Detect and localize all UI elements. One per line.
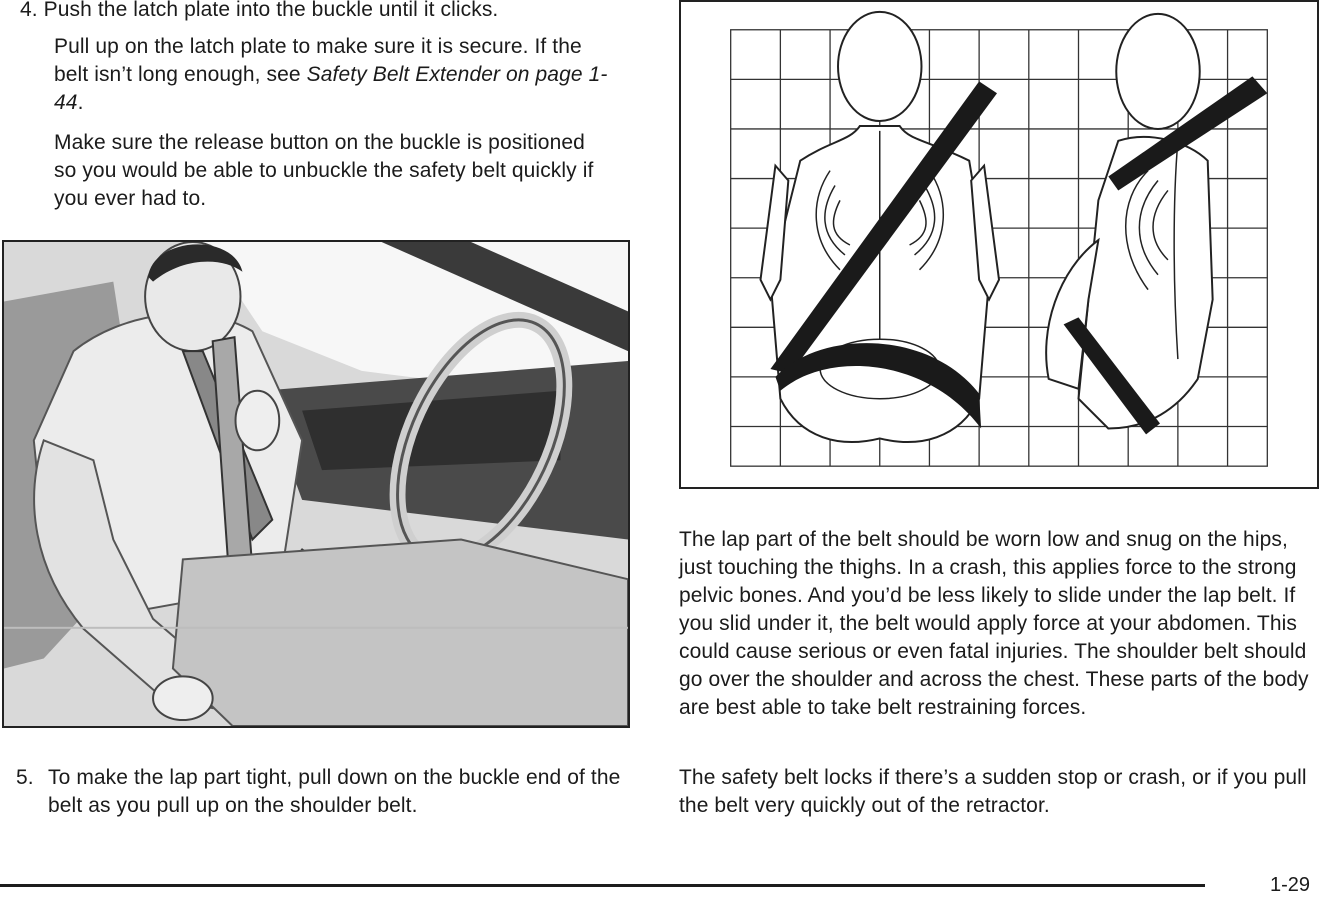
footer-rule <box>0 884 1205 887</box>
step-5-block <box>16 764 631 820</box>
cross-reference-link: Safety Belt Extender on page 1-44 <box>54 63 608 114</box>
driver-buckling-illustration <box>2 240 630 728</box>
step-4-block <box>20 0 620 24</box>
step-4-number: 4. <box>20 0 38 21</box>
belt-position-anatomy-illustration <box>679 0 1319 489</box>
page-number: 1-29 <box>1270 874 1311 896</box>
step-5-number: 5. <box>16 766 34 789</box>
belt-lock-paragraph: The safety belt locks if there’s a sudden stop or crash, or if you pull the belt very quickly out of the retractor. <box>679 766 1307 817</box>
step-4-para-1: Pull up on the latch plate to make sure it is secure. If the belt isn’t long enough, see Safety Belt Extender on page 1-44. <box>54 35 608 114</box>
step-4-para-2: Make sure the release button on the buckle is positioned so you would be able to unbuckle the safety belt quickly if you ever had to. <box>54 131 594 210</box>
lap-belt-paragraph: The lap part of the belt should be worn low and snug on the hips, just touching the thighs. In a crash, this applies force to the strong pelvic bones. And you’d be less likely to slide under the lap belt. If you slid under it, the belt would apply force at your abdomen. This could cause serious or even fatal injuries. The shoulder belt should go over the shoulder and across the chest. These parts of the body are best able to take belt restraining forces. <box>679 528 1309 719</box>
step-4-text: Push the latch plate into the buckle until it clicks. <box>43 0 499 21</box>
step-4-heading <box>20 0 620 24</box>
step-5-text: To make the lap part tight, pull down on the buckle end of the belt as you pull up on the shoulder belt. <box>48 766 621 817</box>
